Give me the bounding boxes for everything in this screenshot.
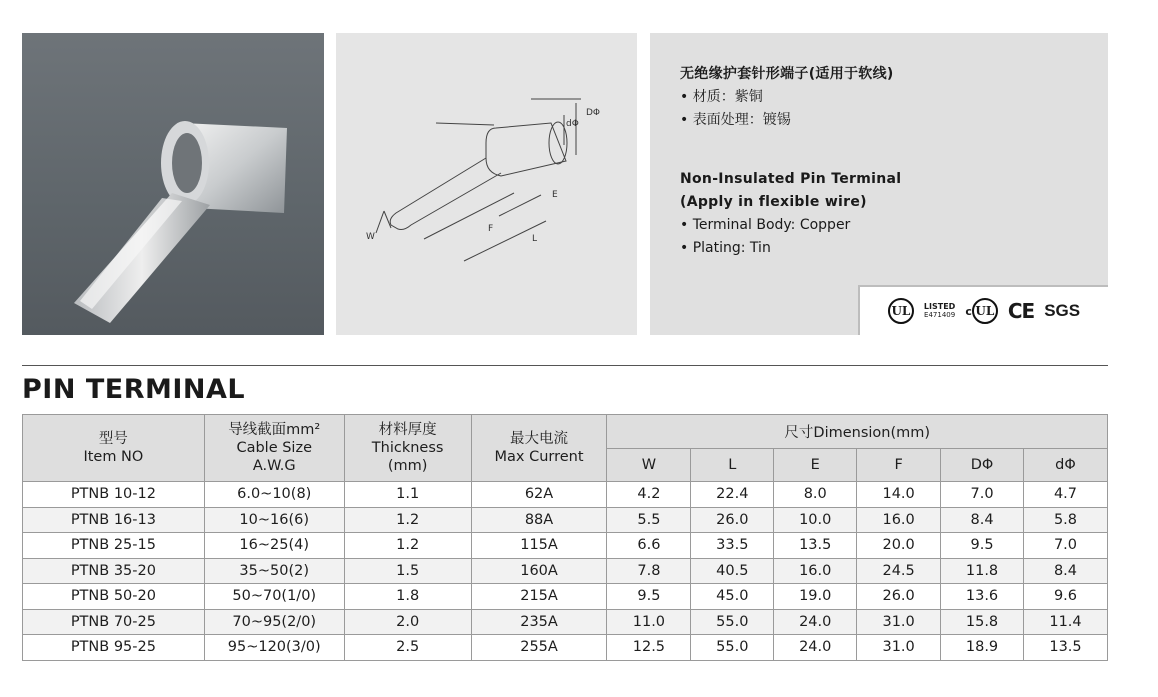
table-cell: 255A (471, 635, 607, 661)
english-bullet-body: • Terminal Body: Copper (680, 214, 901, 237)
drawing-label-d: dΦ (566, 119, 579, 129)
table-cell: 12.5 (607, 635, 691, 661)
dimension-drawing (336, 33, 637, 335)
header-dimension: 尺寸Dimension(mm) (607, 415, 1108, 449)
technical-drawing (336, 33, 637, 335)
table-cell: 50~70(1/0) (204, 584, 344, 610)
ce-logo: CE (1007, 299, 1035, 323)
table-cell: 88A (471, 507, 607, 533)
table-cell: 9.5 (607, 584, 691, 610)
table-cell: 2.0 (344, 609, 471, 635)
drawing-label-E: E (552, 190, 558, 200)
table-cell: 15.8 (941, 609, 1024, 635)
header-dim-4: DΦ (941, 449, 1024, 482)
spec-panel (650, 33, 1108, 335)
table-cell: 55.0 (691, 635, 774, 661)
table-cell: 18.9 (941, 635, 1024, 661)
table-row (23, 584, 1108, 610)
table-cell: 7.0 (941, 482, 1024, 508)
table-cell: 13.6 (941, 584, 1024, 610)
table-cell: 4.2 (607, 482, 691, 508)
table-cell: 1.1 (344, 482, 471, 508)
table-cell: 6.0~10(8) (204, 482, 344, 508)
table-cell: 40.5 (691, 558, 774, 584)
header-dim-5: dΦ (1023, 449, 1107, 482)
table-cell: 16.0 (774, 558, 857, 584)
cul-logo (965, 298, 998, 324)
header-dim-2: E (774, 449, 857, 482)
english-spec (680, 168, 901, 260)
header-dim-3: F (857, 449, 941, 482)
table-cell: 8.4 (1023, 558, 1107, 584)
table-cell: 7.0 (1023, 533, 1107, 559)
drawing-label-L: L (532, 234, 538, 244)
spec-table (22, 414, 1108, 661)
table-cell: 33.5 (691, 533, 774, 559)
table-cell: 95~120(3/0) (204, 635, 344, 661)
cul-ul: UL (972, 298, 998, 324)
english-subtitle: (Apply in flexible wire) (680, 194, 867, 210)
header-dim-1: L (691, 449, 774, 482)
table-cell: 35~50(2) (204, 558, 344, 584)
table-cell: 115A (471, 533, 607, 559)
table-cell: 5.5 (607, 507, 691, 533)
sgs-logo: SGS (1044, 301, 1081, 320)
pin-terminal-photo (22, 33, 324, 335)
header-thickness: 材料厚度 Thickness (mm) (344, 415, 471, 482)
header-cable: 导线截面mm² Cable Size A.W.G (204, 415, 344, 482)
table-cell: 31.0 (857, 609, 941, 635)
ul-logo: UL (888, 298, 914, 324)
table-cell: 7.8 (607, 558, 691, 584)
table-cell: 1.5 (344, 558, 471, 584)
cul-c: c (965, 304, 972, 318)
table-cell: 11.8 (941, 558, 1024, 584)
table-cell: 16.0 (857, 507, 941, 533)
english-title: Non-Insulated Pin Terminal (680, 171, 902, 187)
table-cell: 1.2 (344, 533, 471, 559)
table-row (23, 507, 1108, 533)
table-cell: 19.0 (774, 584, 857, 610)
table-row (23, 533, 1108, 559)
listed-number: E471409 (924, 311, 956, 319)
table-cell: 160A (471, 558, 607, 584)
table-cell: 5.8 (1023, 507, 1107, 533)
table-cell: PTNB 35-20 (23, 558, 205, 584)
table-cell: 24.5 (857, 558, 941, 584)
table-cell: 9.5 (941, 533, 1024, 559)
table-row (23, 558, 1108, 584)
table-cell: 24.0 (774, 635, 857, 661)
table-cell: PTNB 70-25 (23, 609, 205, 635)
table-cell: 4.7 (1023, 482, 1107, 508)
table-cell: 55.0 (691, 609, 774, 635)
table-cell: 6.6 (607, 533, 691, 559)
table-cell: 235A (471, 609, 607, 635)
table-body (23, 482, 1108, 661)
header-item: 型号 Item NO (23, 415, 205, 482)
table-row (23, 482, 1108, 508)
header-dim-0: W (607, 449, 691, 482)
table-cell: 11.4 (1023, 609, 1107, 635)
chinese-spec (680, 63, 894, 132)
table-cell: 1.2 (344, 507, 471, 533)
drawing-label-D: DΦ (586, 108, 601, 118)
table-cell: 215A (471, 584, 607, 610)
chinese-bullet-material: • 材质：紫铜 (680, 86, 894, 109)
table-cell: 20.0 (857, 533, 941, 559)
table-cell: 1.8 (344, 584, 471, 610)
table-cell: 26.0 (691, 507, 774, 533)
listed-text: LISTED (923, 302, 956, 311)
table-cell: 45.0 (691, 584, 774, 610)
table-cell: PTNB 16-13 (23, 507, 205, 533)
table-cell: PTNB 95-25 (23, 635, 205, 661)
english-bullet-plating: • Plating: Tin (680, 237, 901, 260)
table-cell: 8.4 (941, 507, 1024, 533)
table-cell: 13.5 (774, 533, 857, 559)
table-cell: 14.0 (857, 482, 941, 508)
certification-badges (858, 285, 1108, 335)
table-cell: 16~25(4) (204, 533, 344, 559)
chinese-bullet-plating: • 表面处理：镀锡 (680, 109, 894, 132)
table-row (23, 609, 1108, 635)
table-cell: PTNB 50-20 (23, 584, 205, 610)
table-cell: PTNB 25-15 (23, 533, 205, 559)
table-cell: 11.0 (607, 609, 691, 635)
table-cell: 31.0 (857, 635, 941, 661)
ul-listed-label (924, 303, 955, 319)
section-title: PIN TERMINAL (22, 374, 246, 405)
table-cell: 24.0 (774, 609, 857, 635)
table-cell: 70~95(2/0) (204, 609, 344, 635)
table-cell: 8.0 (774, 482, 857, 508)
drawing-label-W: W (366, 232, 375, 242)
table-cell: 10~16(6) (204, 507, 344, 533)
section-divider (22, 365, 1108, 366)
table-cell: 13.5 (1023, 635, 1107, 661)
product-photo (22, 33, 324, 335)
table-cell: 26.0 (857, 584, 941, 610)
table-cell: 2.5 (344, 635, 471, 661)
chinese-title: 无绝缘护套针形端子(适用于软线) (680, 66, 894, 82)
header-current: 最大电流 Max Current (471, 415, 607, 482)
table-cell: 62A (471, 482, 607, 508)
drawing-label-F: F (488, 224, 494, 234)
table-cell: PTNB 10-12 (23, 482, 205, 508)
table-cell: 10.0 (774, 507, 857, 533)
table-cell: 22.4 (691, 482, 774, 508)
table-row (23, 635, 1108, 661)
table-cell: 9.6 (1023, 584, 1107, 610)
